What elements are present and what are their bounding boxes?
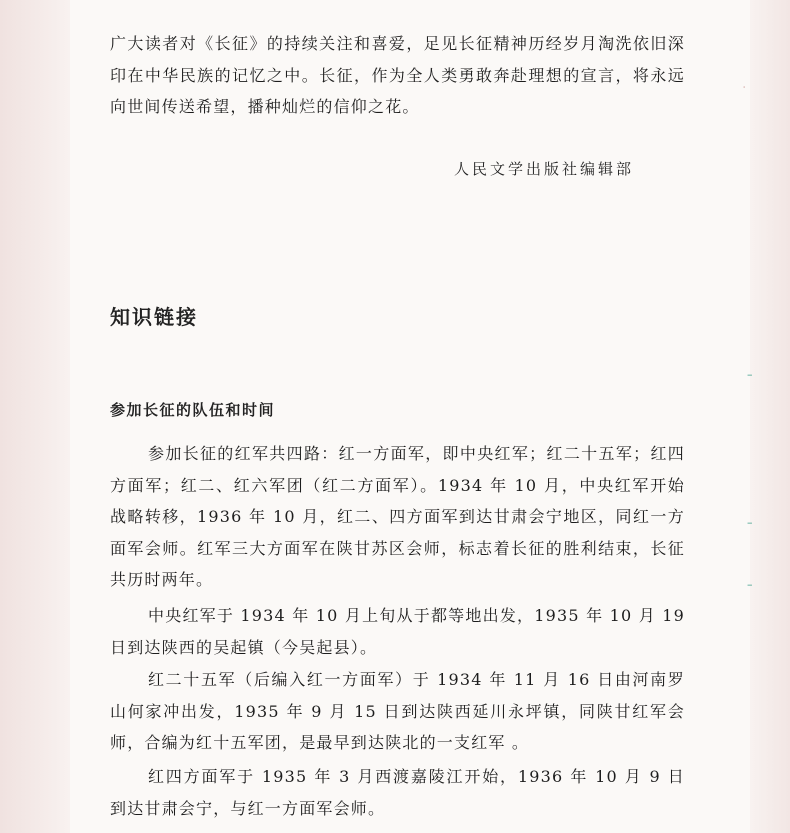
right-edge-decoration: ·	[742, 80, 747, 96]
subsection-title: 参加长征的队伍和时间	[110, 401, 276, 419]
edge-mark: –	[747, 368, 753, 381]
preface-closing-paragraph: 广大读者对《长征》的持续关注和喜爱，足见长征精神历经岁月淘洗依旧深印在中华民族的记忆之中。长征，作为全人类勇敢奔赴理想的宣言，将永远向世间传送希望，播种灿烂的信仰之花。	[110, 34, 685, 116]
body-paragraph: 红四方面军于 1935 年 3 月西渡嘉陵江开始，1936 年 10 月 9 日到达甘肃会宁，与红一方面军会师。	[110, 767, 685, 818]
right-margin-background	[750, 0, 790, 833]
edge-mark: –	[747, 578, 753, 591]
editorial-signature: 人民文学出版社编辑部	[454, 160, 635, 178]
body-paragraph: 中央红军于 1934 年 10 月上旬从于都等地出发，1935 年 10 月 19 日到达陕西的吴起镇（今吴起县）。	[110, 606, 685, 657]
edge-mark: –	[747, 516, 753, 529]
body-paragraph: 红二十五军（后编入红一方面军）于 1934 年 11 月 16 日由河南罗山何家冲出发，1935 年 9 月 15 日到达陕西延川永坪镇，同陕甘红军会师，合编为红十五军团，是最早到达陕北的一支红军 。	[110, 670, 685, 752]
left-margin-background	[0, 0, 70, 833]
body-paragraph: 参加长征的红军共四路：红一方面军，即中央红军；红二十五军；红四方面军；红二、红六军团（红二方面军）。1934 年 10 月，中央红军开始战略转移，1936 年 10 月，红二、四方面军到达甘肃会宁地区，同红一方面军会师。红军三大方面军在陕甘苏区会师，标志着长征的胜利结束，长征共历时两年。	[110, 444, 685, 589]
section-title: 知识链接	[110, 305, 198, 329]
